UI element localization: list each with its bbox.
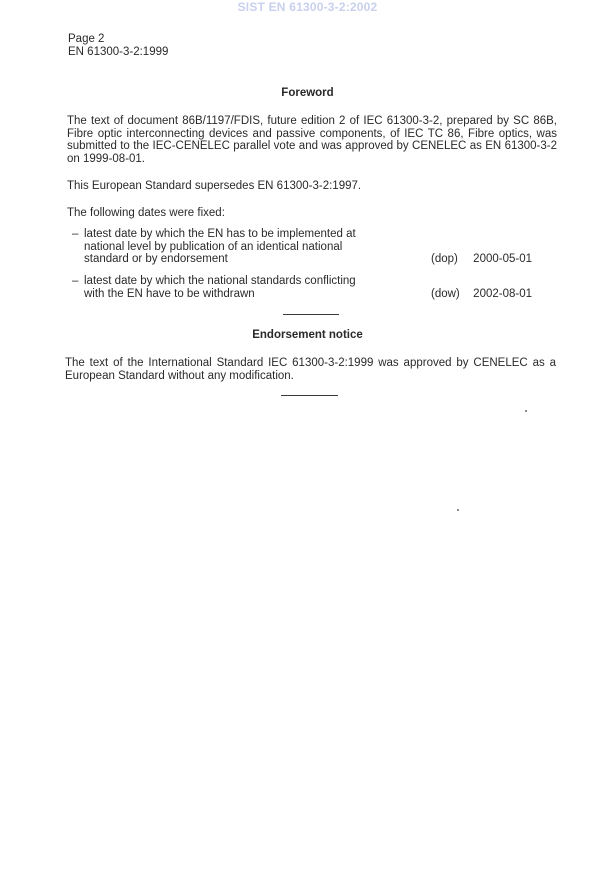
foreword-title: Foreword [281, 87, 334, 99]
list-dash: – [72, 228, 79, 240]
list-dash: – [72, 275, 79, 287]
dates-intro: The following dates were fixed: [67, 207, 225, 219]
page-number: Page 2 [68, 33, 105, 45]
date-item-dow [72, 275, 532, 300]
endorsement-paragraph: The text of the International Standard IEC 61300-3-2:1999 was approved by CENELEC as a European Standard without any modification. [65, 357, 556, 382]
date-item-text: latest date by which the EN has to be implemented at national level by publication of an identical national standard or by endorsement [84, 228, 356, 265]
separator-rule [281, 395, 338, 396]
watermark: SIST EN 61300-3-2:2002 [237, 0, 378, 14]
date-code: (dow) [431, 287, 460, 300]
endorsement-title: Endorsement notice [252, 329, 363, 341]
supersedes-paragraph: This European Standard supersedes EN 61300-3-2:1997. [67, 180, 362, 192]
date-item-text: latest date by which the national standards conflicting with the EN have to be withdrawn [84, 275, 356, 300]
date-value: 2002-08-01 [473, 287, 532, 300]
separator-rule [283, 314, 339, 315]
standard-number: EN 61300-3-2:1999 [68, 46, 169, 58]
date-value: 2000-05-01 [473, 253, 532, 265]
date-item-dop [72, 228, 532, 266]
foreword-paragraph: The text of document 86B/1197/FDIS, future edition 2 of IEC 61300-3-2, prepared by SC 86B, Fibre optic interconnecting devices and passive components, of IEC TC 86, Fibre optics, was submitted to the IEC-CENELEC parallel vote and was approved by CENELEC as EN 61300-3-2 on 1999-08-01. [67, 115, 557, 165]
date-code: (dop) [431, 253, 458, 265]
scan-speck [457, 509, 459, 511]
page-header [68, 33, 168, 59]
scan-speck [525, 410, 527, 412]
